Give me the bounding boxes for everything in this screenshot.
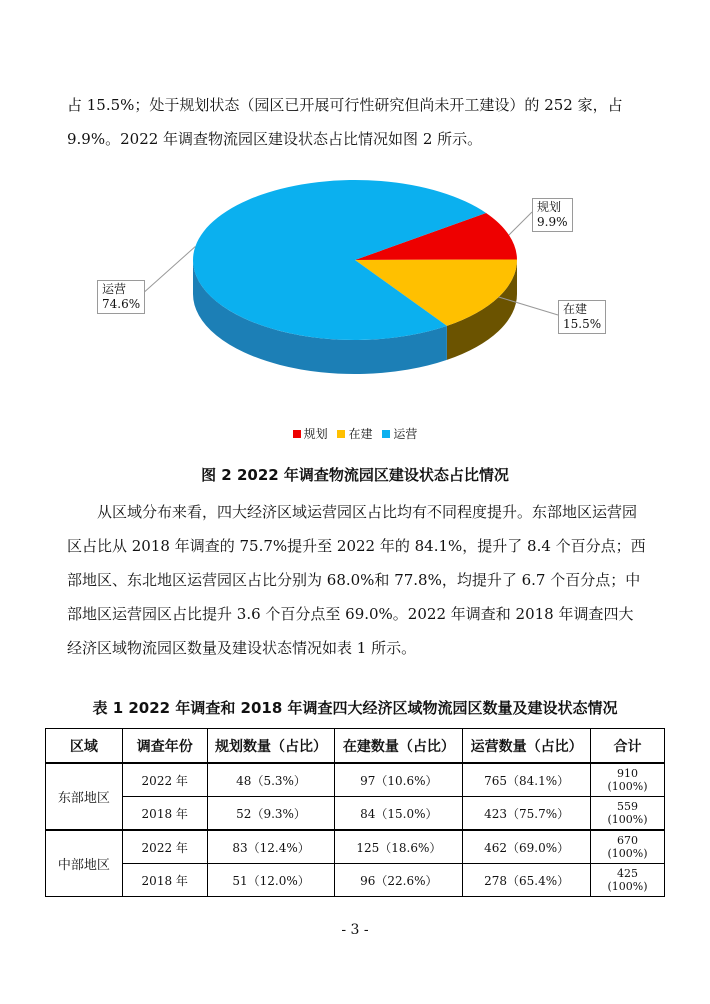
body-paragraph-2: 从区域分布来看，四大经济区域运营园区占比均有不同程度提升。东部地区运营园区占比从 2018 年调查的 75.7%提升至 2022 年的 84.1%，提升了 8.4 个百分点；西部地区、东北地区运营园区占比分别为 68.0%和 77.8%，均提升了 6.7 个百分点；中部地区运营园区占比提升 3.6 个百分点至 69.0%。2022 年调查和 2018 年调查四大经济区域物流园区数量及建设状态情况如表 1 所示。 [67,503,646,657]
callout-building-label: 在建 [563,302,588,316]
total-percent: (100%) [607,847,648,860]
callout-building [558,300,606,334]
header-region: 区域 [46,729,123,764]
total-value: 559 [617,800,639,813]
legend-swatch-building [337,430,345,438]
total-cell [591,797,665,831]
legend-item-planned [293,425,328,442]
callout-operating-label: 运营 [102,282,127,296]
legend-swatch-operating [382,430,390,438]
building-cell: 96（22.6%） [335,864,463,897]
planned-cell: 48（5.3%） [207,763,335,797]
year-cell: 2022 年 [122,830,207,864]
total-percent: (100%) [607,780,648,793]
operating-cell: 765（84.1%） [463,763,591,797]
table-row [46,830,665,864]
total-value: 670 [617,834,639,847]
planned-cell: 52（9.3%） [207,797,335,831]
legend-label-planned: 规划 [303,427,328,441]
header-building: 在建数量（占比） [335,729,463,764]
body-paragraph-1: 占 15.5%；处于规划状态（园区已开展可行性研究但尚未开工建设）的 252 家，占 9.9%。2022 年调查物流园区建设状态占比情况如图 2 所示。 [67,96,623,148]
total-percent: (100%) [607,880,648,893]
region-cell: 中部地区 [46,830,123,897]
table-row [46,864,665,897]
building-cell: 97（10.6%） [335,763,463,797]
year-cell: 2022 年 [122,763,207,797]
legend-swatch-planned [293,430,301,438]
callout-planned-value: 9.9% [537,215,568,229]
total-cell [591,830,665,864]
callout-operating [97,280,145,314]
total-cell [591,763,665,797]
table-header-row [46,729,665,764]
legend-label-operating: 运营 [393,427,418,441]
callout-planned [532,198,573,232]
legend-item-operating [382,425,417,442]
header-year: 调查年份 [122,729,207,764]
operating-cell: 423（75.7%） [463,797,591,831]
planned-cell: 83（12.4%） [207,830,335,864]
callout-planned-label: 规划 [537,200,562,214]
table-row [46,797,665,831]
leader-line-planned [509,212,532,235]
total-value: 425 [617,867,639,880]
data-table [45,728,665,897]
planned-cell: 51（12.0%） [207,864,335,897]
table-row [46,763,665,797]
operating-cell: 278（65.4%） [463,864,591,897]
operating-cell: 462（69.0%） [463,830,591,864]
callout-operating-value: 74.6% [102,297,141,311]
header-total: 合计 [591,729,665,764]
total-cell [591,864,665,897]
leader-line-operating [141,246,195,295]
legend-item-building [337,425,372,442]
callout-building-value: 15.5% [563,317,602,331]
table-caption: 表 1 2022 年调查和 2018 年调查四大经济区域物流园区数量及建设状态情况 [92,699,618,717]
year-cell: 2018 年 [122,864,207,897]
header-planned: 规划数量（占比） [207,729,335,764]
building-cell: 125（18.6%） [335,830,463,864]
chart-legend [0,425,710,442]
page-number: - 3 - [341,922,369,938]
total-value: 910 [617,767,639,780]
year-cell: 2018 年 [122,797,207,831]
building-cell: 84（15.0%） [335,797,463,831]
region-cell: 东部地区 [46,763,123,830]
pie-chart [0,170,710,455]
legend-label-building: 在建 [348,427,373,441]
figure-caption: 图 2 2022 年调查物流园区建设状态占比情况 [201,466,509,484]
header-operating: 运营数量（占比） [463,729,591,764]
total-percent: (100%) [607,813,648,826]
